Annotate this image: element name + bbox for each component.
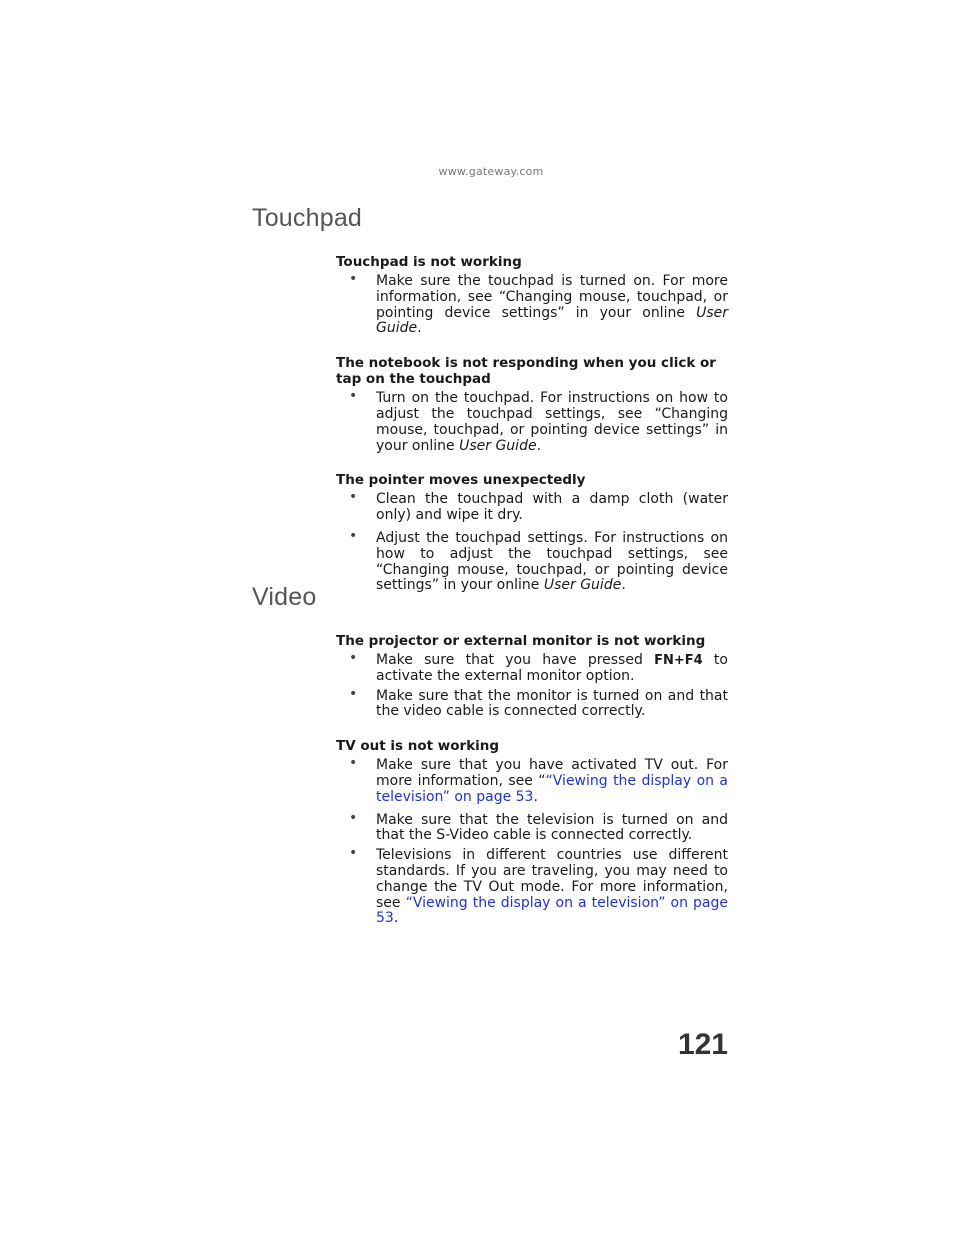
subheading: TV out is not working xyxy=(336,738,500,755)
troubleshoot-item xyxy=(336,738,728,927)
troubleshoot-item xyxy=(336,355,728,454)
item-text-end: . xyxy=(393,910,399,927)
item-text-end: . xyxy=(536,437,542,454)
bullet-list xyxy=(336,755,729,927)
list-item xyxy=(336,685,728,721)
list-item xyxy=(336,650,728,685)
page-number: 121 xyxy=(677,1028,728,1061)
item-text-end: to activate the external monitor option. xyxy=(376,652,728,684)
user-guide-title: User Guide xyxy=(376,304,728,337)
viewing-display-link[interactable]: “Viewing the display on a television” on page 53 xyxy=(376,772,729,805)
key-combo: FN+F4 xyxy=(654,653,703,668)
item-text-end: . xyxy=(533,788,538,805)
list-item xyxy=(336,271,728,337)
bullet-list xyxy=(336,388,728,454)
bullet-icon: • xyxy=(349,809,358,826)
list-item xyxy=(336,845,728,927)
item-text: Make sure that you have pressed xyxy=(376,652,655,668)
section-title-touchpad: Touchpad xyxy=(252,204,363,232)
user-guide-title: User Guide xyxy=(543,577,622,594)
list-item xyxy=(336,489,728,524)
touchpad-content xyxy=(336,254,728,601)
bullet-icon: • xyxy=(349,527,358,544)
list-item xyxy=(336,809,728,845)
item-text: Make sure the touchpad is turned on. For more information, see “Changing mouse, touchpad, or pointing device settings” in your online xyxy=(376,273,728,321)
troubleshoot-item xyxy=(336,472,728,594)
user-guide-title: User Guide xyxy=(459,437,537,454)
bullet-list xyxy=(336,489,728,594)
subheading: Touchpad is not working xyxy=(336,254,522,270)
bullet-list xyxy=(336,271,728,337)
troubleshoot-item xyxy=(336,254,728,337)
section-title-video: Video xyxy=(252,583,317,611)
subheading: The projector or external monitor is not working xyxy=(336,633,706,649)
bullet-icon: • xyxy=(349,489,358,506)
header-url: www.gateway.com xyxy=(438,165,544,178)
bullet-icon: • xyxy=(349,650,358,666)
viewing-display-link[interactable]: “Viewing the display on a television” on page 53 xyxy=(376,894,728,927)
subheading: The pointer moves unexpectedly xyxy=(336,472,586,489)
list-item xyxy=(336,388,728,454)
item-text: Make sure that you have activated TV out. For more information, see “ xyxy=(376,757,728,789)
item-text: Adjust the touchpad settings. For instructions on how to adjust the touchpad settings, see “Changing mouse, touchpad, or pointing device settings” in your online xyxy=(376,529,728,594)
item-text: Make sure that the television is turned on and that the S-Video cable is connected correctly. xyxy=(376,811,728,844)
item-text: Televisions in different countries use different standards. If you are traveling, you may need to change the TV Out mode. For more information, see xyxy=(376,847,728,911)
item-text: Make sure that the monitor is turned on and that the video cable is connected correctly. xyxy=(376,687,728,720)
video-content xyxy=(336,633,728,934)
troubleshoot-item xyxy=(336,633,728,720)
list-item xyxy=(336,527,728,594)
list-item xyxy=(336,755,729,805)
bullet-icon: • xyxy=(349,685,358,702)
item-text: Clean the touchpad with a damp cloth (water only) and wipe it dry. xyxy=(376,491,728,524)
bullet-icon: • xyxy=(349,271,358,287)
subheading: The notebook is not responding when you click or tap on the touchpad xyxy=(336,355,716,388)
bullet-list xyxy=(336,650,728,720)
bullet-icon: • xyxy=(349,845,358,862)
item-text-end: . xyxy=(621,577,626,594)
bullet-icon: • xyxy=(349,755,358,772)
item-text: Turn on the touchpad. For instructions on how to adjust the touchpad settings, see “Changing mouse, touchpad, or pointing device settings” in your online xyxy=(376,390,728,454)
item-text-end: . xyxy=(417,320,422,337)
bullet-icon: • xyxy=(349,388,358,405)
